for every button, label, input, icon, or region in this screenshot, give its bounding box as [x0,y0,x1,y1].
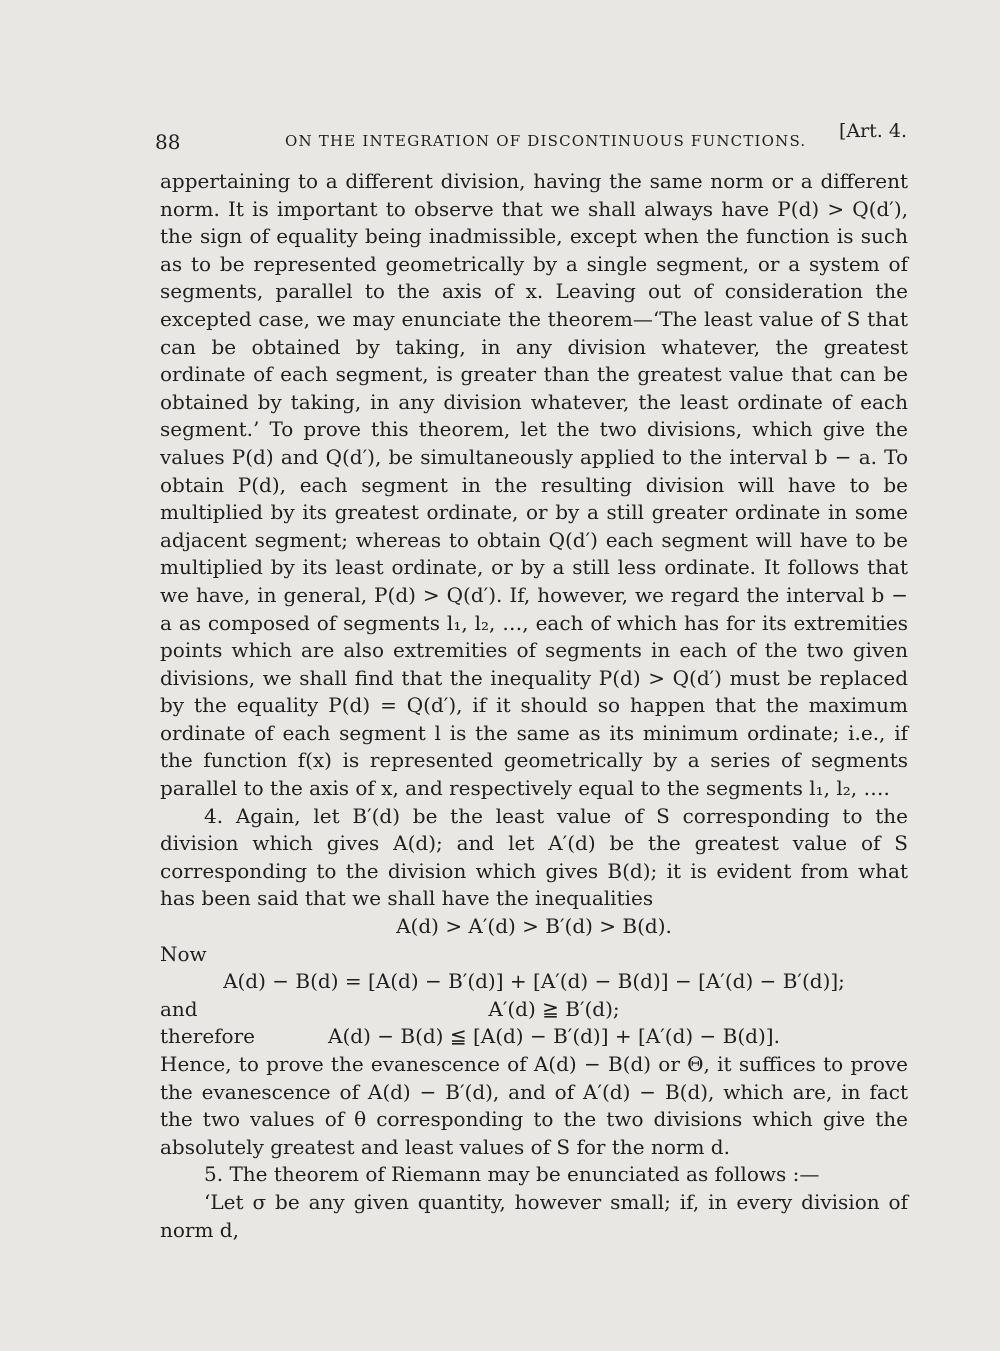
now-label: Now [160,941,207,966]
paragraph-4: 5. The theorem of Riemann may be enunciated as follows :— [204,1162,820,1187]
and-label: and [160,996,198,1021]
page-header [155,120,907,160]
equation-4: A(d) − B(d) ≦ [A(d) − B′(d)] + [A′(d) − B(d)]. [328,1024,780,1049]
article-marker: [Art. 4. [838,120,907,142]
equation-2: A(d) − B(d) = [A(d) − B′(d)] + [A′(d) − B(d)] − [A′(d) − B′(d)]; [223,969,845,994]
equation-1: A(d) > A′(d) > B′(d) > B(d). [396,914,672,939]
running-title: ON THE INTEGRATION OF DISCONTINUOUS FUNCTIONS. [285,132,807,150]
therefore-label: therefore [160,1024,255,1049]
paragraph-5: ‘Let σ be any given quantity, however small; if, in every division of norm d, [160,1189,908,1242]
therefore-line [160,1023,908,1051]
paragraph-2: 4. Again, let B′(d) be the least value of S corresponding to the division which gives A(d); and let A′(d) be the greatest value of S corresponding to the division which gives B(d); it is evident from what has been said that we shall have the inequalities [160,803,908,911]
page-body [160,168,908,1244]
and-line [160,996,908,1024]
paragraph-3: Hence, to prove the evanescence of A(d) − B(d) or Θ, it suffices to prove the evanescence of A(d) − B′(d), and of A′(d) − B(d), which are, in fact the two values of θ corresponding to the two divisions which give the absolutely greatest and least values of S for the norm d. [160,1052,908,1159]
paragraph-1: appertaining to a different division, having the same norm or a different norm. It is important to observe that we shall always have P(d) > Q(d′), the sign of equality being inadmissible, except when the function is such as to be represented geometrically by a single segment, or a system of segments, parallel to the axis of x. Leaving out of consideration the excepted case, we may enunciate the theorem—‘The least value of S that can be obtained by taking, in any division whatever, the greatest ordinate of each segment, is greater than the greatest value that can be obtained by taking, in any division whatever, the least ordinate of each segment.’ To prove this theorem, let the two divisions, which give the values P(d) and Q(d′), be simultaneously applied to the interval b − a. To obtain P(d), each segment in the resulting division will have to be multiplied by its greatest ordinate, or by a still greater ordinate in some adjacent segment; whereas to obtain Q(d′) each segment will have to be multiplied by its least ordinate, or by a still less ordinate. It follows that we have, in general, P(d) > Q(d′). If, however, we regard the interval b − a as composed of segments l₁, l₂, …, each of which has for its extremities points which are also extremities of segments in each of the two given divisions, we shall find that the inequality P(d) > Q(d′) must be replaced by the equality P(d) = Q(d′), if it should so happen that the maximum ordinate of each segment l is the same as its minimum ordinate; i.e., if the function f(x) is represented geometrically by a series of segments parallel to the axis of x, and respectively equal to the segments l₁, l₂, …. [160,169,908,801]
page-number: 88 [155,130,181,154]
equation-3: A′(d) ≧ B′(d); [488,996,620,1021]
